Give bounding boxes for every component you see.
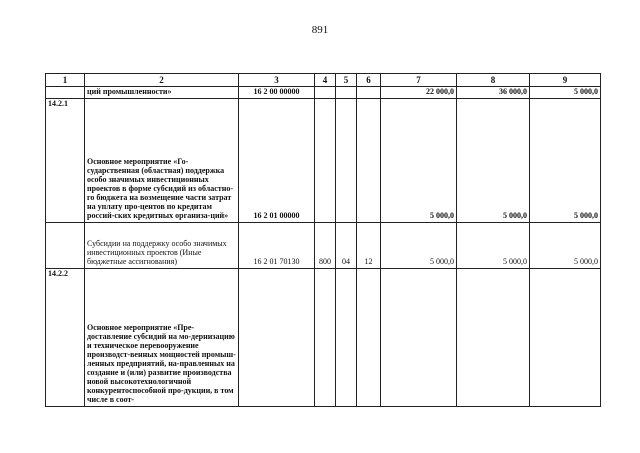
row-value-8	[457, 269, 530, 407]
row-number: 14.2.1	[46, 99, 85, 223]
row-col5: 04	[336, 223, 357, 269]
header-cell: 2	[85, 74, 239, 87]
row-value-9: 5 000,0	[530, 99, 601, 223]
header-cell: 6	[357, 74, 381, 87]
row-col6	[357, 269, 381, 407]
row-value-8: 5 000,0	[457, 223, 530, 269]
row-value-9: 5 000,0	[530, 223, 601, 269]
row-name: ций промышленности»	[85, 87, 239, 99]
row-value-8: 5 000,0	[457, 99, 530, 223]
row-col6	[357, 99, 381, 223]
row-number: 14.2.2	[46, 269, 85, 407]
row-number	[46, 223, 85, 269]
row-col5	[336, 87, 357, 99]
row-number	[46, 87, 85, 99]
row-code: 16 2 01 00000	[239, 99, 315, 223]
row-code	[239, 269, 315, 407]
row-col6	[357, 87, 381, 99]
row-name: Субсидии на поддержку особо значимых инвестиционных проектов (Иные бюджетные ассигнования)	[85, 223, 239, 269]
row-value-7	[381, 269, 457, 407]
row-col5	[336, 99, 357, 223]
row-code: 16 2 01 70130	[239, 223, 315, 269]
row-col6: 12	[357, 223, 381, 269]
header-cell: 3	[239, 74, 315, 87]
row-value-7: 22 000,0	[381, 87, 457, 99]
header-cell: 7	[381, 74, 457, 87]
header-cell: 4	[315, 74, 336, 87]
row-code: 16 2 00 00000	[239, 87, 315, 99]
table-row	[46, 99, 601, 223]
header-row	[46, 74, 601, 87]
header-cell: 8	[457, 74, 530, 87]
row-value-8: 36 000,0	[457, 87, 530, 99]
row-col4	[315, 269, 336, 407]
row-name: Основное мероприятие «Пре-доставление субсидий на мо-дернизацию и техническое перевооружение производст-венных мощностей промыш-ленных предприятий, на-правленных на создание и (или) развитие производства новой высокотехнологичной конкурентоспособной про-дукции, в том числе в соот-	[85, 269, 239, 407]
header-cell: 9	[530, 74, 601, 87]
budget-table	[45, 73, 601, 407]
table-row	[46, 223, 601, 269]
row-value-7: 5 000,0	[381, 223, 457, 269]
page-number: 891	[311, 24, 329, 36]
row-col4: 800	[315, 223, 336, 269]
row-value-9	[530, 269, 601, 407]
row-value-9: 5 000,0	[530, 87, 601, 99]
table-row	[46, 87, 601, 99]
row-col4	[315, 99, 336, 223]
header-cell: 1	[46, 74, 85, 87]
row-value-7: 5 000,0	[381, 99, 457, 223]
table-row	[46, 269, 601, 407]
row-name: Основное мероприятие «Го-сударственная (областная) поддержка особо значимых инвестиционных проектов в форме субсидий из областно-го бюджета на возмещение части затрат на уплату про-центов по кредитам россий-ских кредитных организа-ций»	[85, 99, 239, 223]
row-col4	[315, 87, 336, 99]
header-cell: 5	[336, 74, 357, 87]
row-col5	[336, 269, 357, 407]
